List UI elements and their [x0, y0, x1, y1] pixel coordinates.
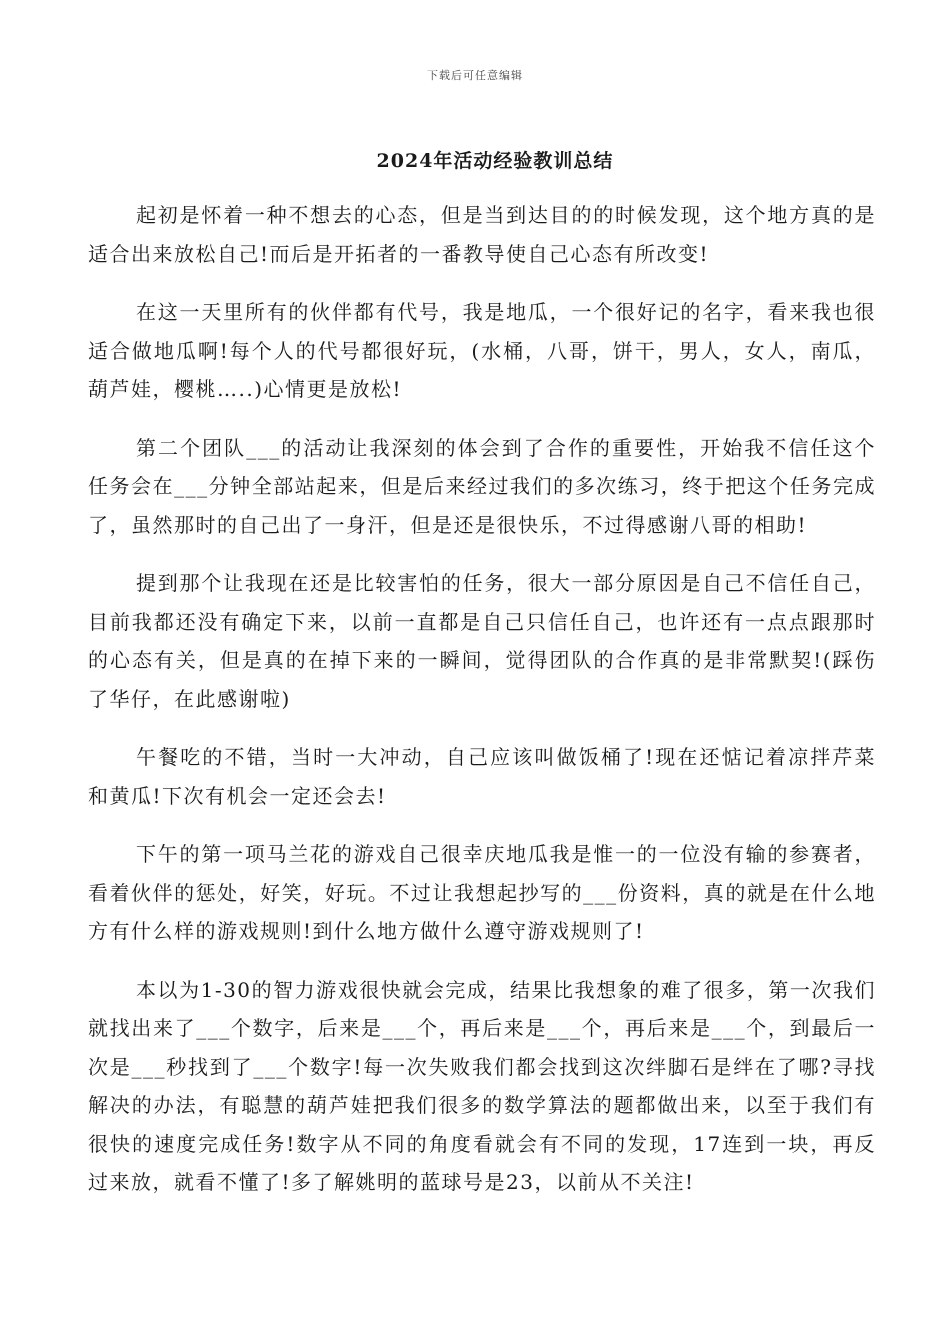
- paragraph: 起初是怀着一种不想去的心态，但是当到达目的的时候发现，这个地方真的是适合出来放松自己!而后是开拓者的一番教导使自己心态有所改变!: [88, 203, 876, 266]
- paragraph: 在这一天里所有的伙伴都有代号，我是地瓜，一个很好记的名字，看来我也很适合做地瓜啊!每个人的代号都很好玩，(水桶，八哥，饼干，男人，女人，南瓜，葫芦娃，樱桃…..)心情更是放松!: [88, 300, 876, 401]
- document-title: 2024年活动经验教训总结: [376, 150, 614, 172]
- paragraph: 下午的第一项马兰花的游戏自己很幸庆地瓜我是惟一的一位没有输的参赛者，看着伙伴的惩处，好笑，好玩。不过让我想起抄写的___份资料，真的就是在什么地方有什么样的游戏规则!到什么地方做什么遵守游戏规则了!: [88, 842, 876, 943]
- paragraph: 第二个团队___的活动让我深刻的体会到了合作的重要性，开始我不信任这个任务会在___分钟全部站起来，但是后来经过我们的多次练习，终于把这个任务完成了，虽然那时的自己出了一身汗，但是还是很快乐，不过得感谢八哥的相助!: [88, 435, 876, 537]
- paragraph: 本以为1-30的智力游戏很快就会完成，结果比我想象的难了很多，第一次我们就找出来了___个数字，后来是___个，再后来是___个，再后来是___个，到最后一次是___秒找到了___个数字!每一次失败我们都会找到这次绊脚石是绊在了哪?寻找解决的办法，有聪慧的葫芦娃把我们很多的数学算法的题都做出来，以至于我们有很快的速度完成任务!数字从不同的角度看就会有不同的发现，17连到一块，再反过来放，就看不懂了!多了解姚明的蓝球号是23，以前从不关注!: [88, 977, 876, 1194]
- header-note: 下载后可任意编辑: [427, 69, 523, 82]
- document-body: [88, 196, 876, 1222]
- paragraph: 午餐吃的不错，当时一大冲动，自己应该叫做饭桶了!现在还惦记着凉拌芹菜和黄瓜!下次有机会一定还会去!: [88, 745, 876, 808]
- paragraph: 提到那个让我现在还是比较害怕的任务，很大一部分原因是自己不信任自己，目前我都还没有确定下来，以前一直都是自己只信任自己，也许还有一点点跟那时的心态有关，但是真的在掉下来的一瞬间，觉得团队的合作真的是非常默契!(踩伤了华仔，在此感谢啦): [88, 571, 876, 711]
